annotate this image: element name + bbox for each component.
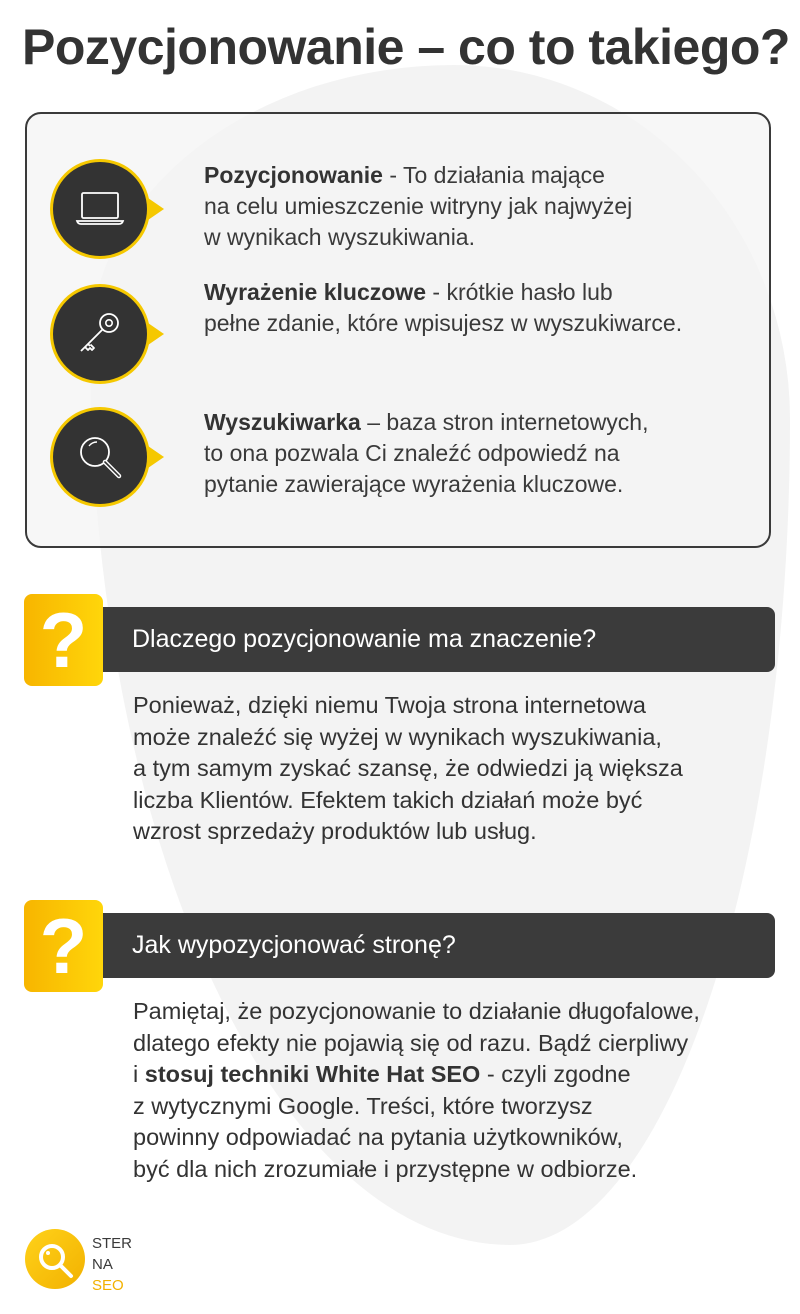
question-heading: Jak wypozycjonować stronę? [132,931,456,959]
page-title: Pozycjonowanie – co to takiego? [22,19,790,75]
key-icon-badge [53,287,147,381]
answer-paragraph: Pamiętaj, że pozycjonowanie to działanie długofalowe, dlatego efekty nie pojawią się od razu. Bądź cierpliwy i stosuj techniki White Hat SEO - czyli zgodne z wytycznymi Google. Treści, które tworzysz powinny odpowiadać na pytania użytkowników, być dla nich zrozumiałe i przystępne w odbiorze. [133,998,700,1182]
question-mark-icon: ? [39,596,88,684]
key-icon [75,309,125,359]
laptop-icon [75,184,125,234]
magnifier-icon [75,432,125,482]
definition-term: Wyszukiwarka [204,409,361,435]
brand-logo-icon [24,1228,86,1290]
emphasis-text: stosuj techniki White Hat SEO [144,1061,481,1087]
definition-text: Pozycjonowanie - To działania mające na celu umieszczenie witryny jak najwyżej w wynikach wyszukiwania. [204,162,633,250]
definition-text: Wyszukiwarka – baza stron internetowych, to ona pozwala Ci znaleźć odpowiedź na pytanie zawierające wyrażenia kluczowe. [204,409,649,497]
question-badge [24,900,103,992]
definition-term: Wyrażenie kluczowe [204,279,426,305]
question-mark-icon: ? [39,902,88,990]
question-heading-bar [100,913,775,978]
question-heading-bar [100,607,775,672]
definitions-box [25,112,771,548]
definition-term: Pozycjonowanie [204,162,383,188]
question-heading: Dlaczego pozycjonowanie ma znaczenie? [132,625,597,653]
laptop-icon-badge [53,162,147,256]
question-badge [24,594,103,686]
definition-text: Wyrażenie kluczowe - krótkie hasło lub pełne zdanie, które wpisujesz w wyszukiwarce. [204,279,683,336]
magnifier-icon-badge [53,410,147,504]
brand-logo-text: STER NA SEO [92,1235,133,1294]
answer-paragraph: Ponieważ, dzięki niemu Twoja strona internetowa może znaleźć się wyżej w wynikach wyszukiwania, a tym samym zyskać szansę, że odwiedzi ją większa liczba Klientów. Efektem takich działań może być wzrost sprzedaży produktów lub usług. [133,692,683,844]
